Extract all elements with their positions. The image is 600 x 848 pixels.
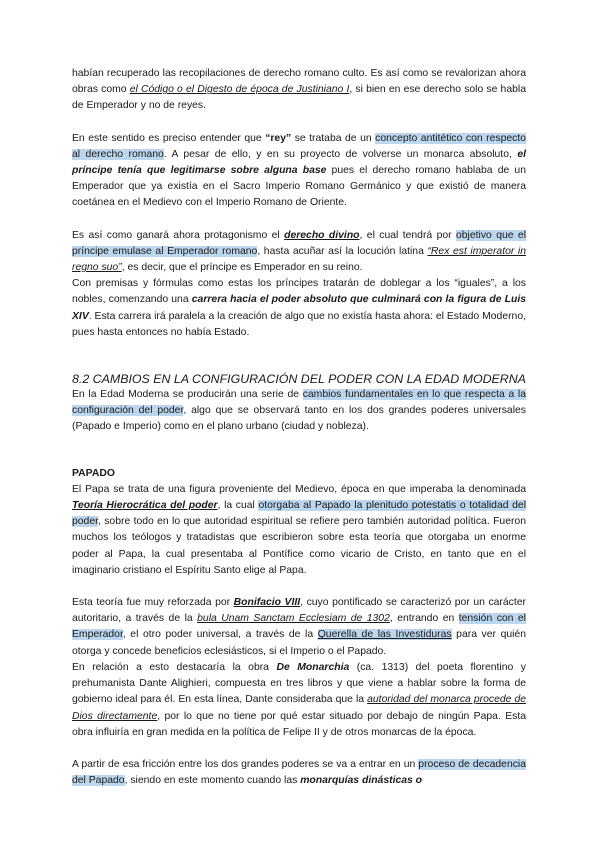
latin-quote: “Rex est imperator in regno suo” xyxy=(72,245,526,274)
underlined-term: bula Unam Sanctam Ecclesiam de 1302 xyxy=(197,613,390,625)
paragraph-papacy-decline: A partir de esa fricción entre los dos grandes poderes se va a entrar en un proceso de decadencia del Papado, siendo en este momento cuando las monarquías dinásticas o xyxy=(72,758,526,787)
paragraph-divine-right: Es así como ganará ahora protagonismo el derecho divino, el cual tendrá por objetivo que el príncipe emulase al Emperador romano, hasta acuñar así la locución latina “Rex est imperator in regno suo”, es decir, que el príncipe es Emperador en su reino. xyxy=(72,229,527,274)
subheading-papado: PAPADO xyxy=(72,467,115,479)
paragraph-rey-concept: En este sentido es preciso entender que “rey” se trataba de un concepto antitético con respecto al derecho romano. A pesar de ello, y en su proyecto de volverse un monarca absoluto, el príncipe tenía que legitimarse sobre alguna base pues el derecho romano hablaba de un Emperador que ya existía en el Sacro Imperio Romano Germánico y que existió de manera coetánea en el Medievo con el Imperio Romano de Oriente. xyxy=(72,132,527,209)
paragraph-justinian-law: habían recuperado las recopilaciones de derecho romano culto. Es así como se revalorizan ahora obras como el Código o el Digesto de época de Justiniano I, si bien en ese derecho solo se habla de Emperador y no de reyes. xyxy=(72,68,526,112)
highlighted-text: objetivo que el príncipe emulase al Emperador romano xyxy=(72,229,527,257)
highlighted-text: tensión con el Emperador xyxy=(72,613,526,641)
paragraph-absolute-power: Con premisas y fórmulas como estas los príncipes tratarán de doblegar a los “iguales”, a los nobles, comenzando una carrera hacia el poder absoluto que culminará con la figura de Luis XIV. Esta carrera irá paralela a la creación de algo que no existía hasta ahora: el Estado Moderno, pues hasta entonces no había Estado. xyxy=(72,278,526,338)
bold-underlined-term: Bonifacio VIII xyxy=(233,597,301,609)
document-page xyxy=(72,66,526,789)
bold-underlined-term: derecho divino xyxy=(284,229,360,241)
paragraph-boniface: Esta teoría fue muy reforzada por Bonifacio VIII, cuyo pontificado se caracterizó por un carácter autoritario, a través de la bula Unam Sanctam Ecclesiam de 1302, entrando en tensión con el Emperador, el otro poder universal, a través de la Querella de las Investiduras para ver quién otorga y concede beneficios eclesiásticos, si el Imperio o el Papado. xyxy=(72,597,526,657)
highlighted-text: otorgaba al Papado la plenitudo potestatis o totalidad del poder xyxy=(72,500,526,528)
bold-italic-term: monarquías dinásticas o xyxy=(300,775,423,787)
paragraph-modern-age-changes: En la Edad Moderna se producirán una serie de cambios fundamentales en lo que respecta a la configuración del poder, algo que se observará tanto en los dos grandes poderes universales (Papado e Imperio) como en el plano urbano (ciudad y nobleza). xyxy=(72,389,527,433)
highlighted-text: cambios fundamentales en lo que respecta a la configuración del poder xyxy=(72,389,527,417)
bold-italic-term: el príncipe tenía que legitimarse sobre alguna base xyxy=(72,148,526,177)
underlined-term: el Código o el Digesto de época de Justiniano I xyxy=(129,84,350,96)
bold-italic-term: De Monarchia xyxy=(276,661,350,673)
underlined-term: autoridad del monarca procede de Dios directamente xyxy=(72,694,527,722)
highlighted-text: proceso de decadencia del Papado xyxy=(72,758,526,787)
highlighted-underlined-text: Querella de las Investiduras xyxy=(317,629,452,641)
bold-term: “rey” xyxy=(265,132,292,144)
paragraph-hierocratic-theory: El Papa se trata de una figura proveniente del Medievo, época en que imperaba la denominada Teoría Hierocrática del poder, la cual otorgaba al Papado la plenitudo potestatis o totalidad del poder, sobre todo en lo que autoridad espiritual se refiere pero también autoridad política. Fueron muchos los teólogos y tratadistas que escribieron sobre esta teoría que otorgaba un enorme poder al Papa, la cual presentaba al Pontífice como vicario de Cristo, en tanto que en el imaginario cristiano el Espíritu Santo elige al Papa. xyxy=(72,483,526,576)
paragraph-de-monarchia: En relación a esto destacaría la obra De Monarchia (ca. 1313) del poeta florentino y prehumanista Dante Alighieri, compuesta en tres libros y que viene a hablar sobre la forma de gobierno ideal para él. En esta línea, Dante consideraba que la autoridad del monarca procede de Dios directamente, por lo que no tiene por qué estar situado por debajo de ningún Papa. Esta obra influiría en gran medida en la política de Felipe II y de otros monarcas de la época. xyxy=(72,661,527,738)
bold-italic-term: carrera hacia el poder absoluto que culminará con la figura de Luis XIV xyxy=(72,294,526,322)
section-title: 8.2 CAMBIOS EN LA CONFIGURACIÓN DEL PODER CON LA EDAD MODERNA xyxy=(72,372,526,387)
highlighted-text: concepto antitético con respecto al derecho romano xyxy=(72,132,527,160)
bold-underlined-term: Teoría Hierocrática del poder xyxy=(72,500,218,512)
